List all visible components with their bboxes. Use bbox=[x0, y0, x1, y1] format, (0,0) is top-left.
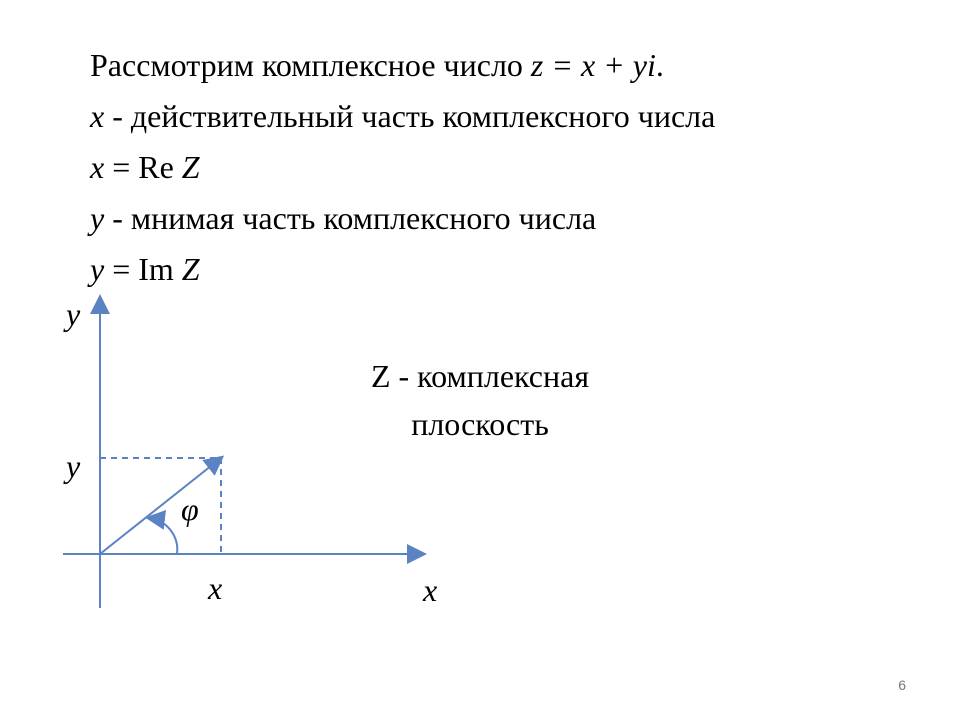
angle-label: φ bbox=[181, 491, 199, 527]
angle-arc bbox=[149, 518, 177, 554]
y-point-label: y bbox=[66, 448, 81, 484]
x-axis-label: x bbox=[423, 572, 438, 608]
imaginary-part-text: - мнимая часть комплексного числа bbox=[104, 200, 597, 236]
real-formula-operator: = Re bbox=[104, 149, 182, 185]
page-number: 6 bbox=[898, 677, 906, 693]
imaginary-formula-left: y bbox=[90, 251, 105, 287]
intro-text: Рассмотрим комплексное число bbox=[90, 47, 531, 83]
complex-plane-label-line-1: Z - комплексная bbox=[370, 358, 590, 394]
complex-vector bbox=[100, 458, 221, 554]
real-part-variable: x bbox=[90, 98, 105, 134]
complex-plane-label-line-2: плоскость bbox=[411, 406, 549, 442]
imaginary-part-variable: y bbox=[90, 200, 105, 236]
complex-formula: z = x + yi bbox=[530, 47, 656, 83]
imaginary-formula-right: Z bbox=[181, 251, 200, 287]
y-axis-label: y bbox=[66, 296, 81, 332]
real-formula-left: x bbox=[90, 149, 105, 185]
complex-plane-label bbox=[330, 352, 630, 448]
x-point-label: x bbox=[208, 570, 223, 606]
sentence-period: . bbox=[655, 47, 664, 83]
real-part-text: - действительный часть комплексного числа bbox=[104, 98, 716, 134]
real-formula-right: Z bbox=[181, 149, 200, 185]
imaginary-formula-operator: = Im bbox=[104, 251, 182, 287]
